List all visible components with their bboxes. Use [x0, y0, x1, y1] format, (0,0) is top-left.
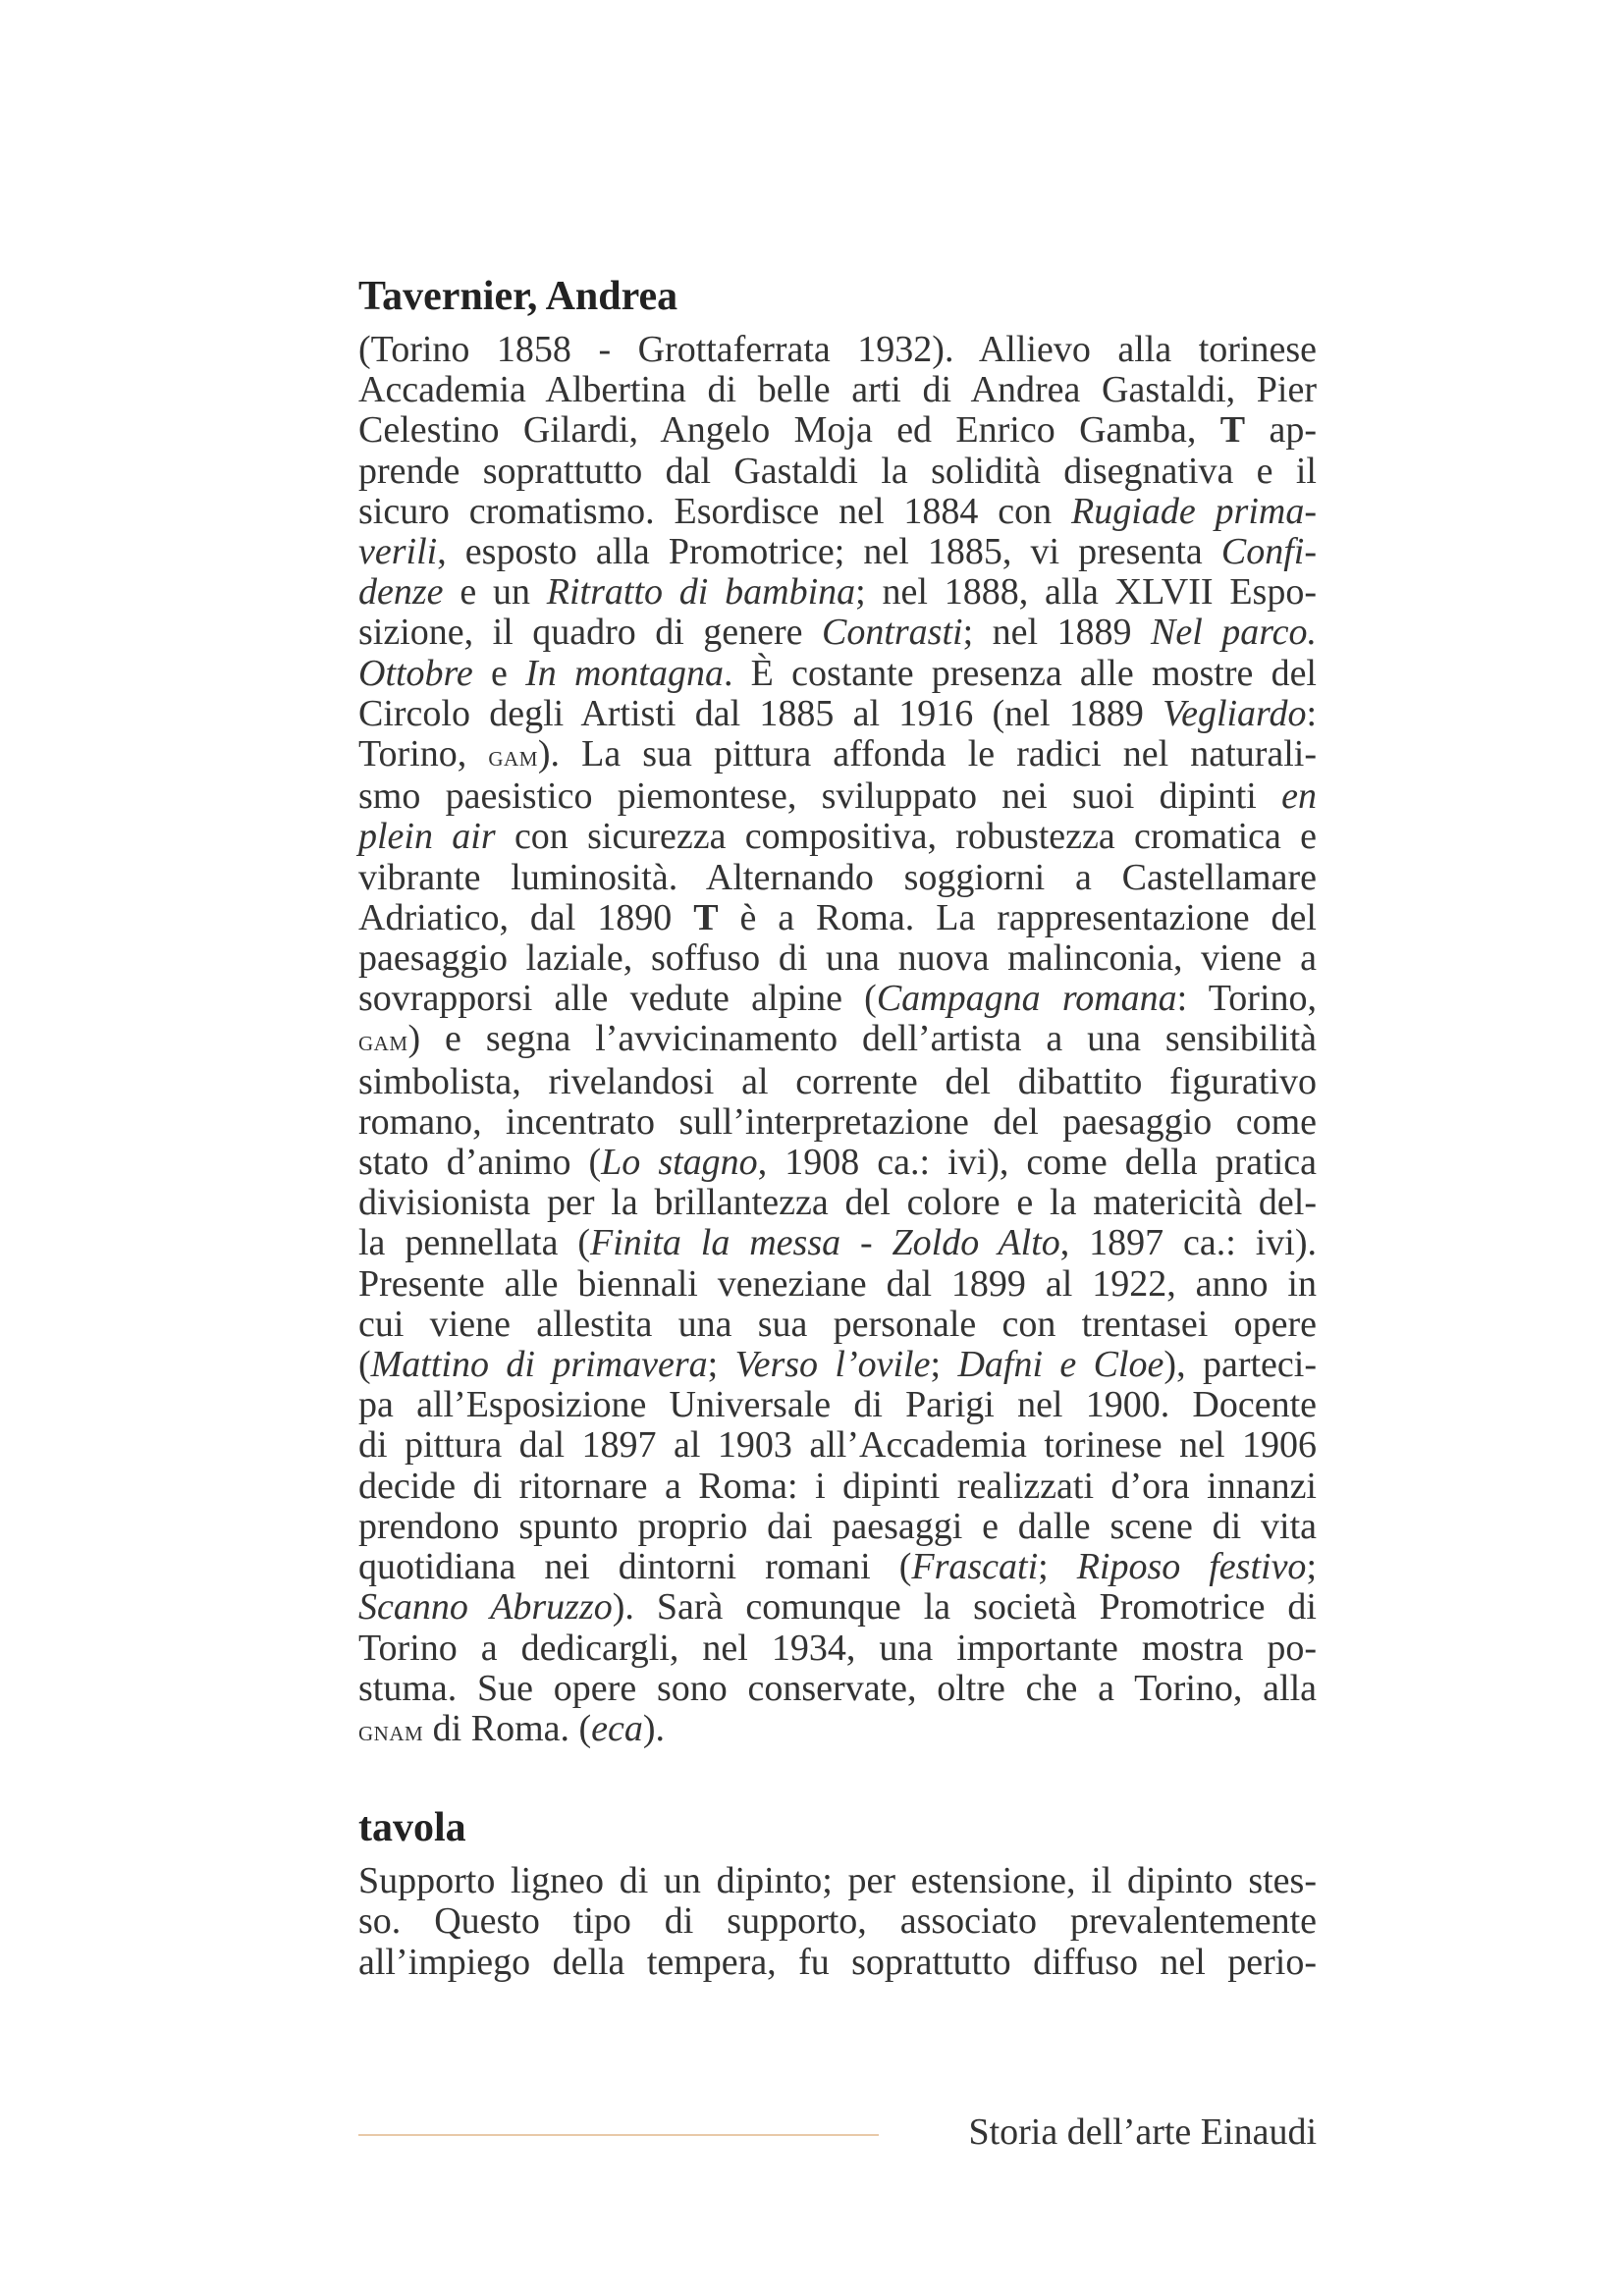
text-run: ). Sarà comunque la società Promotrice di [612, 1586, 1317, 1629]
italic-run: Scanno Abruzzo [358, 1586, 613, 1629]
page-content [358, 273, 1317, 1983]
text-run: vibrante luminosità. Alternando soggiorni a Castellamare [358, 856, 1317, 898]
text-line [358, 938, 1317, 979]
italic-run: Vegliardo [1163, 692, 1307, 734]
text-run: e un [443, 571, 547, 614]
text-run: ; [1306, 1546, 1317, 1588]
text-run: stato d’animo ( [358, 1142, 602, 1184]
italic-run: Confi- [1220, 531, 1317, 573]
text-line [358, 1587, 1317, 1628]
text-line [358, 1629, 1317, 1669]
text-line [358, 734, 1317, 776]
italic-run: Rugiade prima- [1071, 490, 1317, 532]
text-run: ; [707, 1344, 735, 1386]
text-line [358, 532, 1317, 572]
text-run: Circolo degli Artisti dal 1885 al 1916 (nel 1889 [358, 692, 1163, 734]
text-line [358, 572, 1317, 613]
entry-tavernier [358, 273, 1317, 1751]
text-run: di Roma. ( [423, 1707, 592, 1749]
italic-run: Contrasti [821, 612, 963, 654]
small-caps-run: gnam [358, 1714, 424, 1747]
bold-run: T [1219, 409, 1246, 452]
text-run: . È costante presenza alle mostre del [723, 652, 1317, 694]
italic-run: plein air [358, 816, 496, 858]
italic-run: Verso l’ovile [734, 1344, 931, 1386]
text-run: : [1306, 692, 1317, 734]
text-run: stuma. Sue opere sono conservate, oltre che a Torino, alla [358, 1667, 1317, 1709]
text-run: prendono spunto proprio dai paesaggi e dalle scene di vita [358, 1505, 1317, 1547]
text-run: smo paesistico piemontese, sviluppato nei suoi dipinti [358, 775, 1282, 818]
text-run: Supporto ligneo di un dipinto; per estensione, il dipinto stes- [358, 1860, 1317, 1902]
text-line [358, 613, 1317, 653]
text-line [358, 1385, 1317, 1425]
text-run: ). La sua pittura affonda le radici nel naturali- [537, 733, 1317, 775]
text-run: simbolista, rivelandosi al corrente del dibattito figurativo [358, 1060, 1317, 1102]
text-line [358, 1669, 1317, 1709]
text-run: Adriatico, dal 1890 [358, 896, 694, 938]
italic-run: Ritratto di bambina [546, 571, 856, 614]
text-line [358, 410, 1317, 451]
entry-tavola [358, 1804, 1317, 1983]
bold-run: T [693, 896, 719, 938]
text-run: paesaggio laziale, soffuso di una nuova malinconia, viene a [358, 937, 1317, 980]
text-line [358, 898, 1317, 938]
text-line [358, 1345, 1317, 1385]
text-run: Torino, [358, 733, 489, 775]
text-line [358, 776, 1317, 817]
text-run: prende soprattutto dal Gastaldi la solidità disegnativa e il [358, 450, 1317, 492]
text-run: Presente alle biennali veneziane dal 1899 al 1922, anno in [358, 1262, 1317, 1305]
text-line [358, 1019, 1317, 1061]
italic-run: Frascati [911, 1546, 1039, 1588]
text-run: pa all’Esposizione Universale di Parigi nel 1900. Docente [358, 1384, 1317, 1426]
italic-run: denze [358, 571, 444, 614]
text-line [358, 1264, 1317, 1305]
italic-run: Ottobre [358, 652, 473, 694]
text-run: quotidiana nei dintorni romani ( [358, 1546, 912, 1588]
text-line [358, 1102, 1317, 1143]
entry-title: Tavernier, Andrea [358, 274, 678, 319]
page-footer [358, 2109, 1317, 2158]
text-run: ), parteci- [1163, 1344, 1317, 1386]
entry-body [358, 1861, 1317, 1983]
small-caps-run: gam [358, 1025, 408, 1058]
italic-run: verili [358, 531, 438, 573]
text-run: sicuro cromatismo. Esordisce nel 1884 con [358, 490, 1072, 532]
italic-run: en [1281, 775, 1317, 818]
text-line [358, 1709, 1317, 1751]
italic-run: Riposo festivo [1076, 1546, 1307, 1588]
text-line [358, 654, 1317, 694]
italic-run: In montagna [525, 652, 724, 694]
text-line [358, 1467, 1317, 1507]
text-line [358, 452, 1317, 492]
text-run: ). [642, 1707, 666, 1749]
text-run: ; [930, 1344, 958, 1386]
text-run: divisionista per la brillantezza del colore e la matericità del- [358, 1182, 1317, 1224]
italic-run: Campagna romana [876, 978, 1177, 1020]
text-run: sizione, il quadro di genere [358, 612, 822, 654]
text-run: di pittura dal 1897 al 1903 all’Accademia torinese nel 1906 [358, 1424, 1317, 1467]
text-line [358, 1223, 1317, 1263]
italic-run: Nel parco. [1151, 612, 1318, 654]
text-line [358, 1183, 1317, 1223]
text-run: e [472, 652, 526, 694]
text-run: , 1897 ca.: ivi). [1059, 1222, 1317, 1264]
footer-rule [358, 2134, 879, 2136]
text-run: ; nel 1888, alla XLVII Espo- [855, 571, 1317, 614]
text-run: ap- [1245, 409, 1317, 452]
text-line [358, 1143, 1317, 1183]
text-run: (Torino 1858 - Grottaferrata 1932). Allievo alla torinese [358, 329, 1317, 370]
italic-run: Lo stagno [601, 1142, 758, 1184]
text-run: ; nel 1889 [962, 612, 1152, 654]
text-run: cui viene allestita una sua personale con trentasei opere [358, 1303, 1317, 1345]
footer-title: Storia dell’arte Einaudi [968, 2111, 1317, 2153]
text-run: è a Roma. La rappresentazione del [718, 896, 1317, 938]
text-run: con sicurezza compositiva, robustezza cromatica e [495, 816, 1318, 858]
italic-run: eca [591, 1707, 643, 1749]
text-run: Accademia Albertina di belle arti di Andrea Gastaldi, Pier [358, 369, 1317, 411]
text-run: romano, incentrato sull’interpretazione del paesaggio come [358, 1100, 1317, 1143]
text-line [358, 817, 1317, 857]
text-line [358, 694, 1317, 734]
text-run: all’impiego della tempera, fu soprattutto diffuso nel perio- [358, 1941, 1317, 1983]
text-line [358, 370, 1317, 410]
italic-run: Mattino di primavera [370, 1344, 708, 1386]
text-run: Torino a dedicargli, nel 1934, una importante mostra po- [358, 1627, 1317, 1669]
text-line [358, 1861, 1317, 1901]
text-line [358, 1547, 1317, 1587]
italic-run: Dafni e Cloe [957, 1344, 1164, 1386]
text-line [358, 1425, 1317, 1466]
text-run: ( [358, 1344, 371, 1386]
text-line [358, 1901, 1317, 1942]
italic-run: Finita la messa - Zoldo Alto [590, 1222, 1060, 1264]
small-caps-run: gam [488, 740, 538, 774]
text-run: ) e segna l’avvicinamento dell’artista a una sensibilità [407, 1018, 1317, 1060]
text-line [358, 1943, 1317, 1983]
text-line [358, 979, 1317, 1019]
text-run: , esposto alla Promotrice; nel 1885, vi presenta [437, 531, 1221, 573]
text-run: decide di ritornare a Roma: i dipinti realizzati d’ora innanzi [358, 1465, 1317, 1507]
text-line [358, 492, 1317, 532]
text-run: , 1908 ca.: ivi), come della pratica [757, 1142, 1318, 1184]
text-line [358, 858, 1317, 898]
text-run: : Torino, [1176, 978, 1317, 1020]
text-run: sovrapporsi alle vedute alpine ( [358, 978, 877, 1020]
text-line [358, 1062, 1317, 1102]
text-run: ; [1038, 1546, 1077, 1588]
text-line [358, 1507, 1317, 1547]
text-run: so. Questo tipo di supporto, associato prevalentemente [358, 1900, 1317, 1943]
entry-title: tavola [358, 1805, 466, 1851]
text-line [358, 1305, 1317, 1345]
text-run: Celestino Gilardi, Angelo Moja ed Enrico Gamba, [358, 409, 1220, 452]
text-line [358, 330, 1317, 370]
text-run: la pennellata ( [358, 1222, 590, 1264]
entry-body [358, 330, 1317, 1751]
